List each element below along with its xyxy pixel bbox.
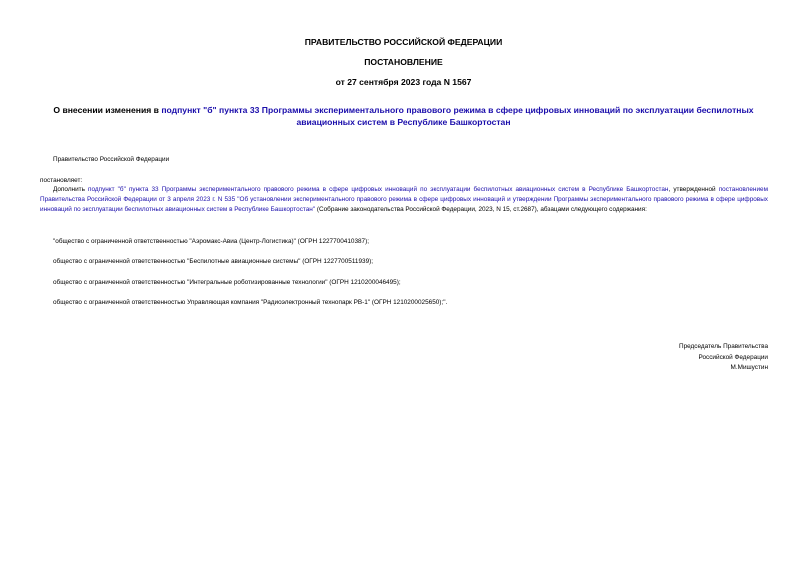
signature-organization: Российской Федерации	[698, 353, 768, 361]
signature-position: Председатель Правительства	[679, 343, 768, 350]
p1-link-subpoint[interactable]: подпункт "б" пункта 33 Программы экспериментального правового режима в сфере цифровых инноваций по эксплуатации беспилотных авиационных систем в Республике Башкортостан	[88, 186, 669, 193]
title-link[interactable]: подпункт "б" пункта 33 Программы экспериментального правового режима в сфере цифровых инноваций по эксплуатации беспилотных авиационных систем в Республике Башкортостан	[161, 105, 754, 127]
p1-start: Дополнить	[53, 186, 88, 193]
signature-block	[679, 342, 768, 374]
p1-end: (Собрание законодательства Российской Федерации, 2023, N 15, ст.2687), абзацами следующего содержания:	[315, 206, 647, 213]
decides-text: постановляет:	[40, 177, 83, 184]
signature-name: М.Мишустин	[730, 364, 768, 371]
document-date-number: от 27 сентября 2023 года N 1567	[335, 77, 472, 87]
list-item: общество с ограниченной ответственностью "Беспилотные авиационные системы" (ОГРН 1227700511939);	[53, 258, 374, 265]
government-name: ПРАВИТЕЛЬСТВО РОССИЙСКОЙ ФЕДЕРАЦИИ	[304, 37, 503, 47]
p1-link-resolution[interactable]: постановлением Правительства Российской Федерации от 3 апреля 2023 г. N 535 "Об установлении экспериментального правового режима в сфере цифровых инноваций и утверждении Программы экспериментального правового режима в сфере цифровых инноваций по эксплуатации беспилотных авиационных систем в Республике Башкортостан"	[40, 186, 768, 213]
list-item: общество с ограниченной ответственностью Управляющая компания "Радиоэлектронный технопарк РВ-1" (ОГРН 1210200025650);".	[53, 299, 448, 306]
list-item: "общество с ограниченной ответственностью "Аэромакс-Авиа (Центр-Логистика)" (ОГРН 1227700410387);	[53, 238, 370, 245]
p1-mid: , утвержденной	[668, 186, 719, 193]
main-paragraph	[40, 185, 768, 215]
intro-text: Правительство Российской Федерации	[53, 156, 170, 163]
document-type: ПОСТАНОВЛЕНИЕ	[364, 57, 443, 67]
title-prefix: О внесении изменения в	[53, 105, 162, 115]
list-item: общество с ограниченной ответственностью "Интегральные роботизированные технологии" (ОГРН 1210200046495);	[53, 279, 401, 286]
document-title	[40, 104, 767, 128]
